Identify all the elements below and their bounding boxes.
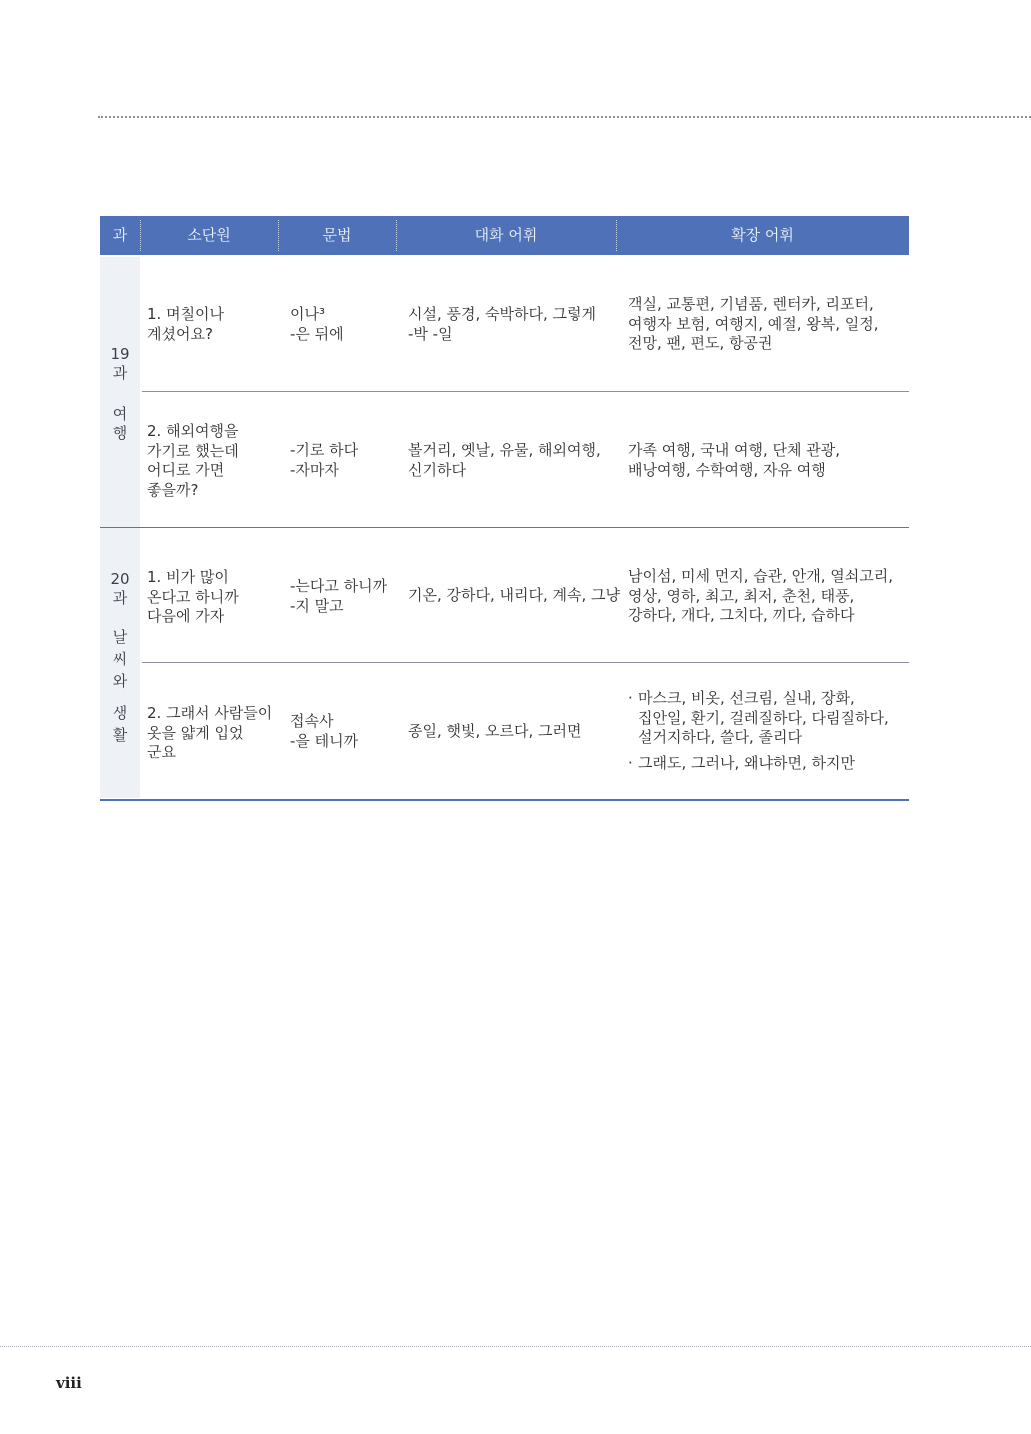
subunit-title-line: 계셨어요? [147,324,213,343]
lesson-19-number [100,345,140,383]
subunit-title [147,568,239,627]
lesson-number-line: 과 [112,364,128,382]
subunit-divider [142,391,909,392]
extended-vocab-line: 배낭여행, 수학여행, 자유 여행 [628,460,826,479]
subunit-title-line: 다음에 가자 [147,607,225,625]
header-extended-vocab: 확장 어휘 [731,226,794,244]
extended-vocab-line: 그래도, 그러나, 왜냐하면, 하지만 [638,753,855,772]
subunit-title-line: 군요 [147,743,176,761]
footer-dotted-rule [0,1346,1031,1347]
extended-vocab-cell [628,441,840,480]
lesson-theme-char: 날 [112,628,128,646]
lesson-theme-char: 행 [112,424,128,442]
grammar-item: -는다고 하니까 [290,577,388,595]
lesson-number-line: 20 [110,570,130,588]
lesson-theme-char: 생 [112,704,128,722]
header-subunit: 소단원 [187,226,231,244]
lesson-20-number [100,570,140,608]
dialogue-vocab-line: 볼거리, 옛날, 유물, 해외여행, [408,441,601,459]
grammar-item: 이나³ [290,305,325,323]
extended-vocab-line: 집안일, 환기, 걸레질하다, 다림질하다, [638,708,889,727]
curriculum-table [100,216,909,802]
grammar-item: -은 뒤에 [290,324,344,343]
extended-vocab-cell [628,295,879,354]
lesson-divider [100,527,909,528]
extended-vocab-cell [628,689,889,773]
lesson-20-theme [100,626,140,746]
extended-vocab-line: 전망, 팬, 편도, 항공권 [628,334,773,352]
lesson-19-cell [100,257,140,527]
extended-vocab-bullet [628,754,889,774]
extended-vocab-line: 가족 여행, 국내 여행, 단체 관광, [628,441,841,459]
subunit-title-line: 2. 해외여행을 [147,422,239,440]
lesson-theme-char: 활 [112,726,128,744]
lesson-19-theme [100,405,140,443]
grammar-item: -을 테니까 [290,731,359,750]
grammar-item: 접속사 [290,712,334,730]
subunit-title-line: 1. 며칠이나 [147,305,225,323]
extended-vocab-line: 강하다, 개다, 그치다, 끼다, 습하다 [628,606,855,624]
header-grammar: 문법 [322,226,352,244]
extended-vocab-line: 마스크, 비옷, 선크림, 실내, 장화, [638,689,855,707]
subunit-title-line: 어디로 가면 [147,461,225,479]
lesson-number-line: 과 [112,589,128,607]
table-bottom-rule [100,799,909,801]
extended-vocab-bullet [628,689,889,748]
header-dialogue-vocab: 대화 어휘 [474,226,538,244]
grammar-cell [290,577,387,616]
grammar-cell [290,712,358,751]
lesson-theme-char [100,692,140,702]
lesson-number-line: 19 [110,345,130,363]
dialogue-vocab-line: 신기하다 [408,460,466,479]
extended-vocab-line: 영상, 영하, 최고, 최저, 춘천, 태풍, [628,586,855,605]
grammar-item: -기로 하다 [290,441,359,459]
bullet-dot: · [628,689,633,707]
dialogue-vocab-line: 시설, 풍경, 숙박하다, 그렇게 [408,305,596,323]
extended-vocab-line: 여행자 보험, 여행지, 예절, 왕복, 일정, [628,314,879,333]
extended-vocab-cell [628,567,893,626]
grammar-item: -자마자 [290,460,339,479]
dialogue-vocab-cell [408,305,596,344]
dialogue-vocab-cell [408,586,620,606]
dialogue-vocab-line: -박 -일 [408,324,453,343]
top-dotted-rule [98,116,1031,118]
lesson-theme-char: 와 [112,672,128,690]
page-number: viii [56,1374,82,1392]
dialogue-vocab-line: 기온, 강하다, 내리다, 계속, 그냥 [408,586,621,604]
dialogue-vocab-line: 종일, 햇빛, 오르다, 그러면 [408,722,582,740]
dialogue-vocab-cell [408,722,582,742]
subunit-divider [142,662,909,663]
grammar-cell [290,441,358,480]
bullet-dot: · [628,753,633,772]
subunit-title-line: 온다고 하니까 [147,587,239,606]
subunit-title [147,704,272,763]
subunit-title-line: 가기로 했는데 [147,441,239,460]
dialogue-vocab-cell [408,441,601,480]
subunit-title [147,305,224,344]
header-lesson: 과 [112,226,128,244]
extended-vocab-line: 설거지하다, 쓸다, 졸리다 [638,728,802,746]
extended-vocab-line: 객실, 교통편, 기념품, 렌터카, 리포터, [628,295,874,313]
lesson-20-cell [100,528,140,798]
grammar-cell [290,305,344,344]
lesson-theme-char: 여 [112,405,128,423]
extended-vocab-line: 남이섬, 미세 먼지, 습관, 안개, 열쇠고리, [628,567,894,585]
subunit-title-line: 옷을 얇게 입었 [147,723,244,742]
subunit-title-line: 2. 그래서 사람들이 [147,704,273,722]
table-header [100,216,909,255]
subunit-title-line: 좋을까? [147,480,199,499]
subunit-title [147,422,239,500]
grammar-item: -지 말고 [290,596,344,615]
subunit-title-line: 1. 비가 많이 [147,568,229,586]
lesson-theme-char: 씨 [112,650,128,668]
